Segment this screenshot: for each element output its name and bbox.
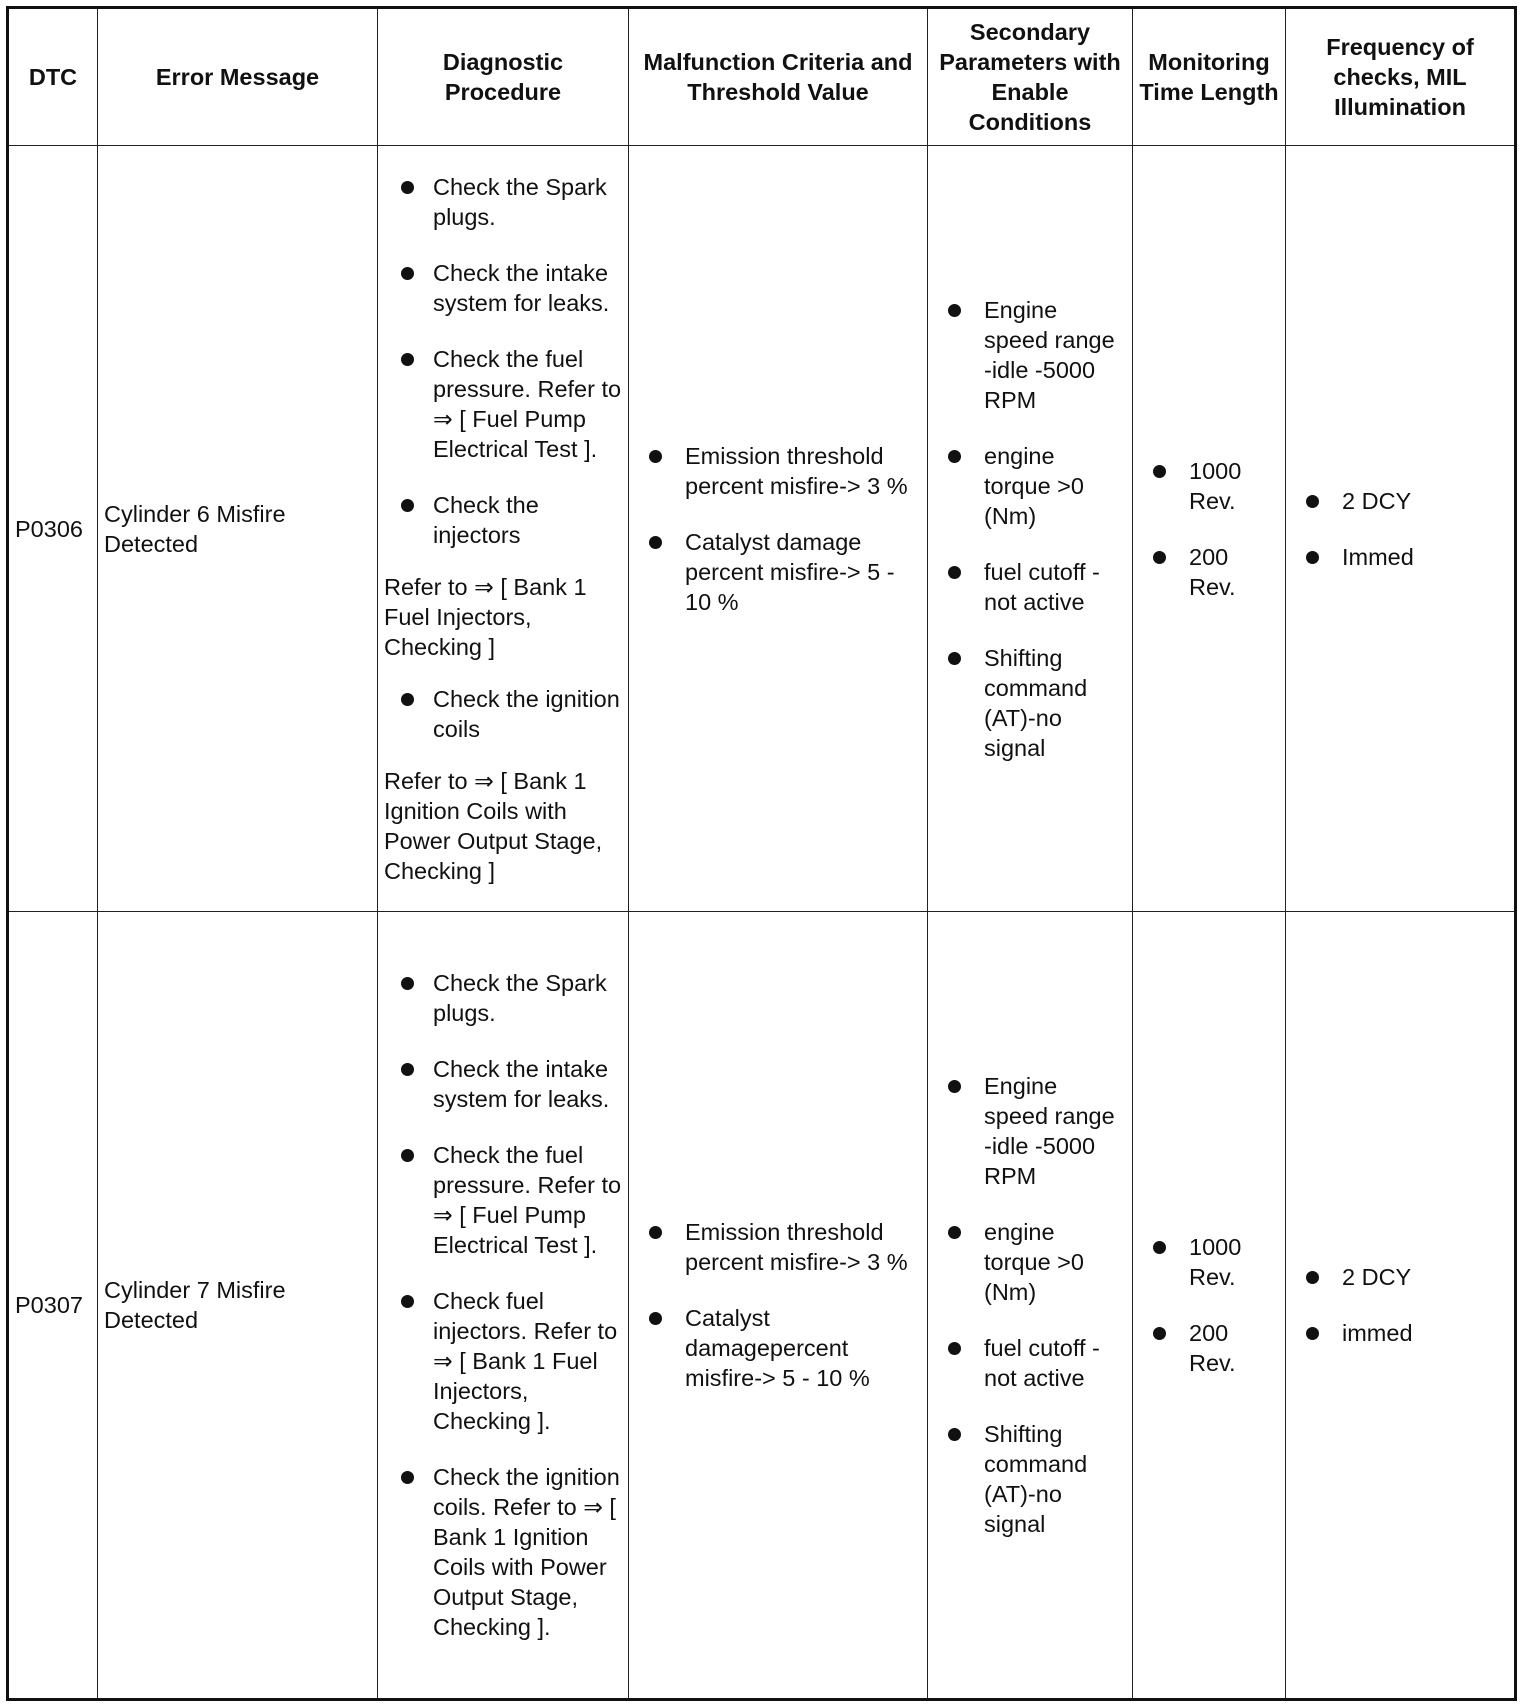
header-error-message: Error Message <box>98 8 378 146</box>
header-dtc: DTC <box>8 8 98 146</box>
header-diagnostic-procedure: Diagnostic Procedure <box>378 8 629 146</box>
bullet-icon <box>948 1080 961 1093</box>
bullet-icon <box>401 1149 414 1162</box>
header-malfunction-criteria: Malfunction Criteria and Threshold Value <box>629 8 928 146</box>
bullet-icon <box>1306 495 1319 508</box>
list-item: Shifting command (AT)-no signal <box>948 643 1126 763</box>
list-item: fuel cutoff - not active <box>948 1333 1126 1393</box>
frequency-mil <box>1286 912 1516 1700</box>
list-item: Emission threshold percent misfire-> 3 % <box>649 441 917 501</box>
bullet-icon <box>401 267 414 280</box>
list-item: Emission threshold percent misfire-> 3 % <box>649 1217 917 1277</box>
monitoring-time <box>1133 912 1286 1700</box>
bullet-icon <box>948 1428 961 1441</box>
bullet-icon <box>948 1342 961 1355</box>
bullet-icon <box>401 181 414 194</box>
list-item: Check the Spark plugs. <box>384 968 622 1028</box>
bullet-icon <box>1306 551 1319 564</box>
secondary-parameters <box>928 146 1133 912</box>
bullet-icon <box>401 1063 414 1076</box>
list-item: immed <box>1306 1318 1508 1348</box>
diagnostic-procedure <box>378 146 629 912</box>
header-secondary-parameters: Secondary Parameters with Enable Conditions <box>928 8 1133 146</box>
header-frequency: Frequency of checks, MIL Illumination <box>1286 8 1516 146</box>
bullet-icon <box>1306 1271 1319 1284</box>
bullet-icon <box>948 1226 961 1239</box>
list-item: Check the injectors <box>384 490 622 550</box>
bullet-icon <box>948 566 961 579</box>
list-item: Engine speed range -idle -5000 RPM <box>948 295 1126 415</box>
procedure-reference: Refer to ⇒ [ Bank 1 Fuel Injectors, Checking ] <box>384 573 587 660</box>
list-item: Immed <box>1306 542 1508 572</box>
bullet-icon <box>649 450 662 463</box>
bullet-icon <box>1306 1327 1319 1340</box>
bullet-icon <box>649 1312 662 1325</box>
list-item: Check the fuel pressure. Refer to ⇒ [ Fuel Pump Electrical Test ]. <box>384 1140 622 1260</box>
list-item: Check the ignition coils <box>384 684 622 744</box>
list-item: Engine speed range -idle -5000 RPM <box>948 1071 1126 1191</box>
list-item: Catalyst damagepercent misfire-> 5 - 10 % <box>649 1303 917 1393</box>
list-item: 200 Rev. <box>1153 1318 1279 1378</box>
list-item: Check the intake system for leaks. <box>384 258 622 318</box>
bullet-icon <box>401 693 414 706</box>
monitoring-time <box>1133 146 1286 912</box>
header-monitoring-time: Monitoring Time Length <box>1133 8 1286 146</box>
list-item: engine torque >0 (Nm) <box>948 1217 1126 1307</box>
table-row <box>8 912 1516 1700</box>
bullet-icon <box>401 353 414 366</box>
bullet-icon <box>1153 1327 1166 1340</box>
bullet-icon <box>1153 1241 1166 1254</box>
malfunction-criteria <box>629 912 928 1700</box>
secondary-parameters <box>928 912 1133 1700</box>
procedure-reference: Refer to ⇒ [ Bank 1 Ignition Coils with Power Output Stage, Checking ] <box>384 767 603 884</box>
list-item: Catalyst damage percent misfire-> 5 - 10 % <box>649 527 917 617</box>
list-item: 200 Rev. <box>1153 542 1279 602</box>
dtc-code: P0306 <box>8 146 98 912</box>
bullet-icon <box>649 536 662 549</box>
list-item: Check the intake system for leaks. <box>384 1054 622 1114</box>
bullet-icon <box>1153 551 1166 564</box>
diagnostic-procedure <box>378 912 629 1700</box>
bullet-icon <box>401 1295 414 1308</box>
bullet-icon <box>948 304 961 317</box>
bullet-icon <box>948 652 961 665</box>
list-item: Check the ignition coils. Refer to ⇒ [ Bank 1 Ignition Coils with Power Output Stage, Checking ]. <box>384 1462 622 1642</box>
list-item: 2 DCY <box>1306 486 1508 516</box>
header-row <box>8 8 1516 146</box>
bullet-icon <box>401 977 414 990</box>
list-item: fuel cutoff - not active <box>948 557 1126 617</box>
bullet-icon <box>948 450 961 463</box>
list-item: Check the Spark plugs. <box>384 172 622 232</box>
error-message: Cylinder 6 Misfire Detected <box>98 146 378 912</box>
dtc-code: P0307 <box>8 912 98 1700</box>
frequency-mil <box>1286 146 1516 912</box>
bullet-icon <box>1153 465 1166 478</box>
bullet-icon <box>401 499 414 512</box>
list-item: 2 DCY <box>1306 1262 1508 1292</box>
malfunction-criteria <box>629 146 928 912</box>
list-item: engine torque >0 (Nm) <box>948 441 1126 531</box>
dtc-table <box>6 6 1517 1701</box>
list-item: 1000 Rev. <box>1153 456 1279 516</box>
list-item: Check fuel injectors. Refer to ⇒ [ Bank 1 Fuel Injectors, Checking ]. <box>384 1286 622 1436</box>
bullet-icon <box>649 1226 662 1239</box>
error-message: Cylinder 7 Misfire Detected <box>98 912 378 1700</box>
bullet-icon <box>401 1471 414 1484</box>
table-row <box>8 146 1516 912</box>
list-item: Check the fuel pressure. Refer to ⇒ [ Fuel Pump Electrical Test ]. <box>384 344 622 464</box>
list-item: Shifting command (AT)-no signal <box>948 1419 1126 1539</box>
list-item: 1000 Rev. <box>1153 1232 1279 1292</box>
